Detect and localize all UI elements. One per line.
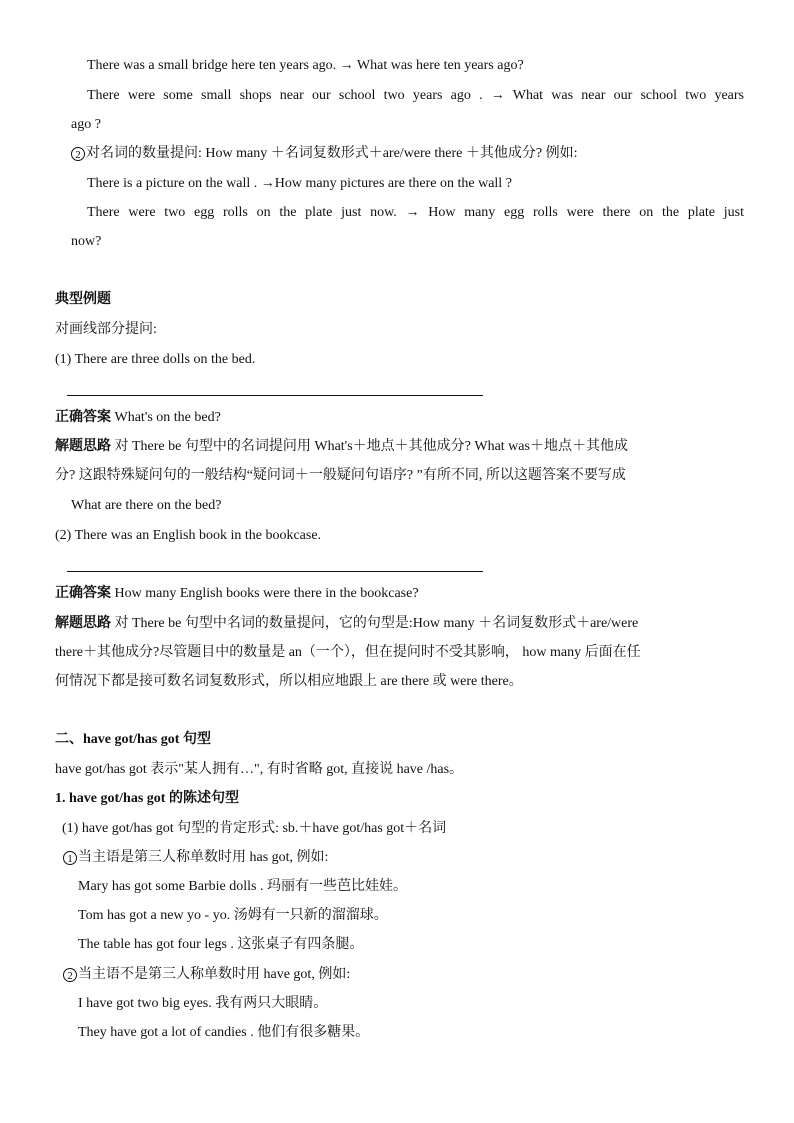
example-line: There were two egg rolls on the plate just now. → How many egg rolls were there on the plate just [87,205,744,220]
example-line: There were some small shops near our school two years ago . → What was near our school two years [87,88,744,103]
example-line: They have got a lot of candies . 他们有很多糖果。 [78,1025,370,1040]
rule-text: 对名词的数量提问: How many ＋名词复数形式＋are/were there ＋其他成分? 例如: [86,146,578,161]
example-line: There is a picture on the wall . →How many pictures are there on the wall ? [87,176,512,191]
thinking-label: 解题思路 [55,616,111,631]
answer-label: 正确答案 [55,586,111,601]
rule-line [71,145,577,163]
example-line: Tom has got a new yo - yo. 汤姆有一只新的溜溜球。 [78,908,388,923]
answer-text: How many English books were there in the bookcase? [111,586,419,601]
thinking-text: 何情况下都是接可数名词复数形式，所以相应地跟上 are there 或 were there。 [55,674,523,689]
example-line: Mary has got some Barbie dolls . 玛丽有一些芭比娃娃。 [78,879,407,894]
thinking-2 [55,615,638,633]
example-line: now? [71,234,102,249]
case-line [63,966,350,984]
answer-blank[interactable] [67,395,483,396]
instruction: 对画线部分提问: [55,322,157,337]
answer-2 [55,585,419,603]
example-line: ago ? [71,117,101,132]
intro-text: have got/has got 表示"某人拥有…", 有时省略 got, 直接说 have /has。 [55,762,464,777]
thinking-1 [55,438,628,456]
circled-number: 2 [71,147,85,161]
case-text: 当主语是第三人称单数时用 has got, 例如: [78,850,329,865]
circled-number: 1 [63,851,77,865]
case-text: 当主语不是第三人称单数时用 have got, 例如: [78,967,351,982]
question-1: (1) There are three dolls on the bed. [55,352,256,367]
answer-1 [55,409,221,427]
answer-label: 正确答案 [55,410,111,425]
thinking-text: What are there on the bed? [71,498,222,513]
rule-line: (1) have got/has got 句型的肯定形式: sb.＋have got/has got＋名词 [62,821,447,836]
answer-blank[interactable] [67,571,483,572]
section-heading: 二、have got/has got 句型 [55,732,211,747]
section-heading: 典型例题 [55,292,111,307]
thinking-text: there＋其他成分?尽管题目中的数量是 an（一个），但在提问时不受其影响， how many 后面在任 [55,645,641,660]
example-line: There was a small bridge here ten years ago. → What was here ten years ago? [87,58,524,73]
example-line: I have got two big eyes. 我有两只大眼睛。 [78,996,328,1011]
thinking-label: 解题思路 [55,439,111,454]
case-line [63,849,328,867]
answer-text: What's on the bed? [111,410,221,425]
example-line: The table has got four legs . 这张桌子有四条腿。 [78,937,364,952]
thinking-text: 对 There be 句型中的名词提问用 What's＋地点＋其他成分? What was＋地点＋其他成 [111,439,628,454]
thinking-text: 对 There be 句型中名词的数量提问，它的句型是:How many ＋名词复数形式＋are/were [111,616,639,631]
subsection-heading: 1. have got/has got 的陈述句型 [55,791,239,806]
question-2: (2) There was an English book in the bookcase. [55,528,322,543]
thinking-text: 分? 这跟特殊疑问句的一般结构“疑问词＋一般疑问句语序? ”有所不同, 所以这题答案不要写成 [55,468,626,483]
circled-number: 2 [63,968,77,982]
